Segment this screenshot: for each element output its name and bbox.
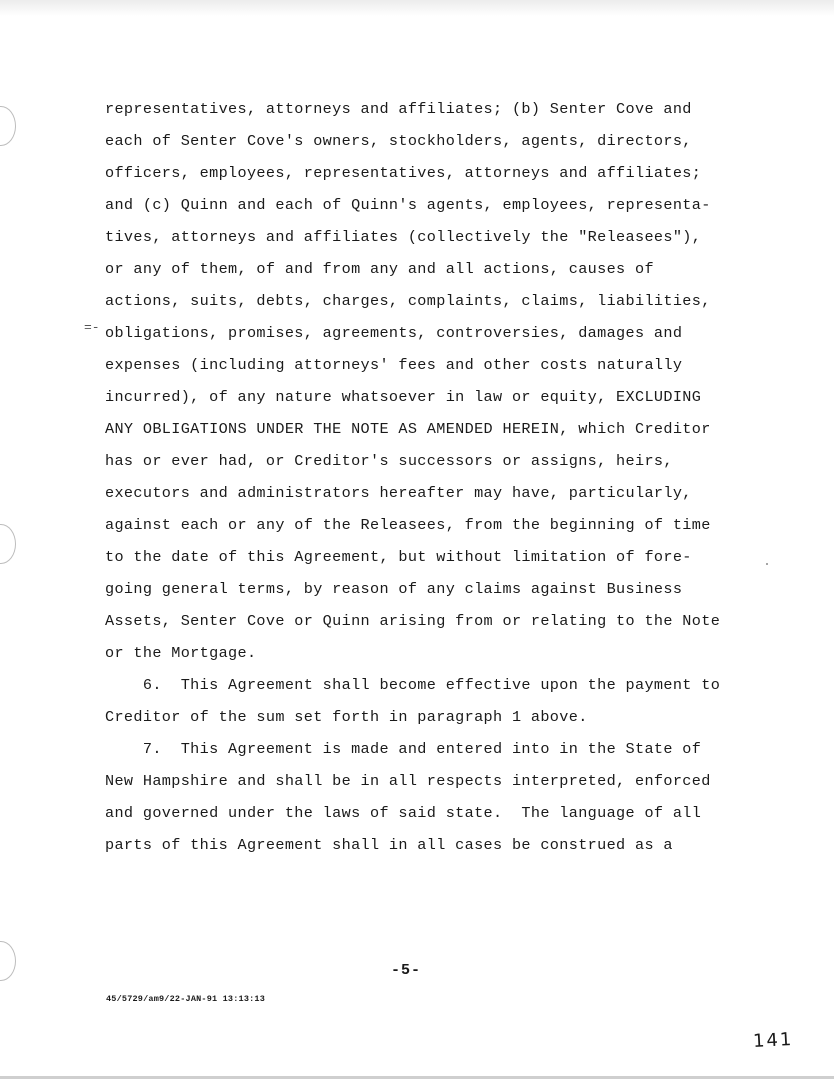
text-line: expenses (including attorneys' fees and other costs naturally [105,356,683,374]
scan-speck [766,563,768,565]
document-code: 45/5729/am9/22-JAN-91 13:13:13 [106,994,266,1004]
text-line: parts of this Agreement shall in all cases be construed as a [105,836,673,854]
text-line: to the date of this Agreement, but without limitation of fore- [105,548,692,566]
margin-mark: =- [84,320,100,335]
text-line: executors and administrators hereafter may have, particularly, [105,484,692,502]
text-line: and governed under the laws of said state. The language of all [105,804,702,822]
text-line: or any of them, of and from any and all actions, causes of [105,260,654,278]
text-line: and (c) Quinn and each of Quinn's agents, employees, representa- [105,196,711,214]
text-line: incurred), of any nature whatsoever in law or equity, EXCLUDING [105,388,702,406]
text-line: each of Senter Cove's owners, stockholders, agents, directors, [105,132,692,150]
text-line: actions, suits, debts, charges, complaints, claims, liabilities, [105,292,711,310]
text-line: officers, employees, representatives, attorneys and affiliates; [105,164,702,182]
punch-hole [0,941,16,981]
punch-hole [0,524,16,564]
text-line: New Hampshire and shall be in all respects interpreted, enforced [105,772,711,790]
text-line: against each or any of the Releasees, from the beginning of time [105,516,711,534]
text-line: obligations, promises, agreements, controversies, damages and [105,324,683,342]
text-line: has or ever had, or Creditor's successors or assigns, heirs, [105,452,673,470]
handwritten-page-number: 141 [752,1028,794,1053]
text-line: Assets, Senter Cove or Quinn arising from or relating to the Note [105,612,721,630]
text-line: going general terms, by reason of any claims against Business [105,580,683,598]
punch-hole [0,106,16,146]
scan-top-edge [0,0,834,16]
body-text [105,97,765,865]
text-line: ANY OBLIGATIONS UNDER THE NOTE AS AMENDED HEREIN, which Creditor [105,420,711,438]
text-line: 7. This Agreement is made and entered into in the State of [105,740,702,758]
text-line: 6. This Agreement shall become effective upon the payment to [105,676,721,694]
text-line: representatives, attorneys and affiliates; (b) Senter Cove and [105,100,692,118]
text-line: tives, attorneys and affiliates (collectively the "Releasees"), [105,228,702,246]
text-line: or the Mortgage. [105,644,257,662]
page-number: -5- [391,962,422,979]
text-line: Creditor of the sum set forth in paragraph 1 above. [105,708,588,726]
